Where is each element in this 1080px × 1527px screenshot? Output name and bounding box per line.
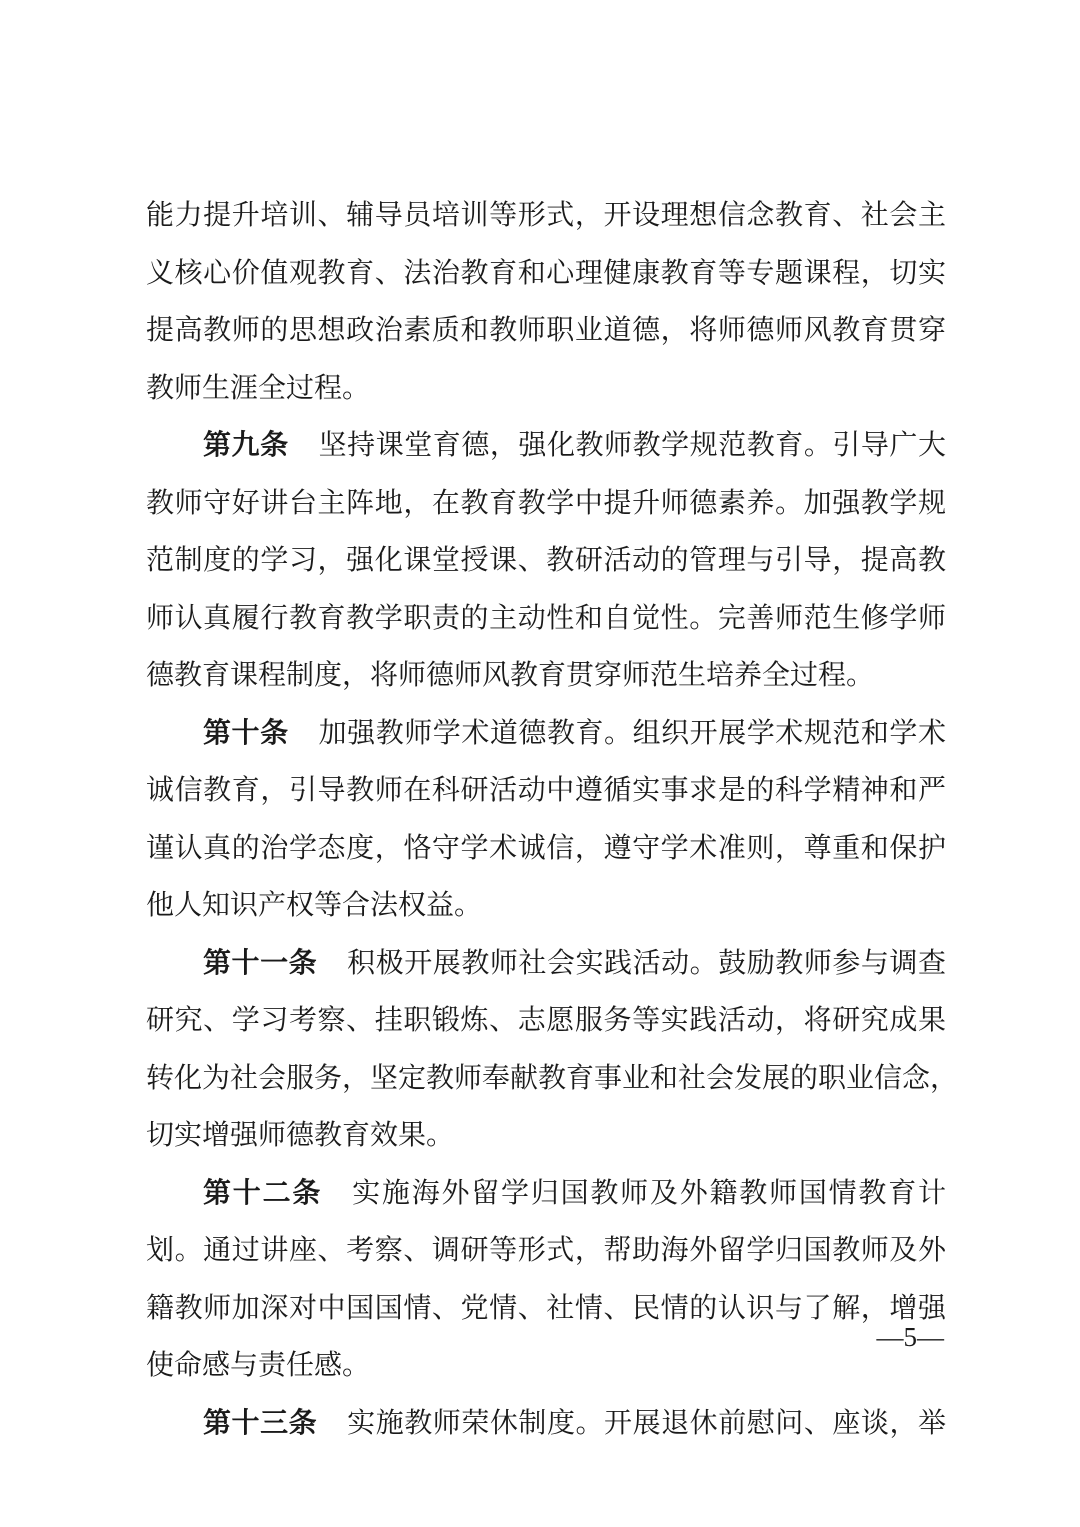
- text-line: 教师生涯全过程。: [146, 370, 371, 404]
- text-line: [146, 416, 946, 474]
- article-text: 加强教师学术道德教育。组织开展学术规范和学术: [318, 715, 946, 749]
- paragraph-continuation: [146, 186, 946, 416]
- text-line: 籍教师加深对中国国情、党情、社情、民情的认识与了解，增强: [146, 1290, 946, 1324]
- article-12: [146, 1164, 946, 1394]
- text-line: 提高教师的思想政治素质和教师职业道德，将师德师风教育贯穿: [146, 313, 946, 346]
- article-11: [146, 934, 959, 1164]
- text-line: 德教育课程制度，将师德师风教育贯穿师范生培养全过程。: [146, 658, 875, 691]
- text-line: 义核心价值观教育、法治教育和心理健康教育等专题课程，切实: [146, 255, 946, 289]
- text-line: [146, 704, 946, 762]
- text-line: 研究、学习考察、挂职锻炼、志愿服务等实践活动，将研究成果: [146, 1003, 946, 1036]
- text-line: 他人知识产权等合法权益。: [146, 888, 483, 921]
- article-text: 实施教师荣休制度。开展退休前慰问、座谈，举: [347, 1405, 946, 1439]
- text-line: 谨认真的治学态度，恪守学术诚信，遵守学术准则，尊重和保护: [146, 830, 946, 864]
- text-line: 能力提升培训、辅导员培训等形式，开设理想信念教育、社会主: [146, 198, 946, 231]
- article-number: 第十三条: [203, 1405, 318, 1439]
- text-line: [146, 1164, 946, 1222]
- article-number: 第十二条: [203, 1175, 323, 1209]
- text-line: 使命感与责任感。: [146, 1348, 371, 1381]
- article-10: [146, 704, 946, 934]
- article-number: 第十一条: [203, 945, 318, 979]
- text-line: 转化为社会服务，坚定教师奉献教育事业和社会发展的职业信念，: [146, 1060, 959, 1094]
- text-line: 范制度的学习，强化课堂授课、教研活动的管理与引导，提高教: [146, 543, 946, 576]
- article-text: 实施海外留学归国教师及外籍教师国情教育计: [352, 1175, 946, 1209]
- text-line: 诚信教育，引导教师在科研活动中遵循实事求是的科学精神和严: [146, 773, 946, 806]
- text-line: 师认真履行教育教学职责的主动性和自觉性。完善师范生修学师: [146, 600, 946, 634]
- article-text: 积极开展教师社会实践活动。鼓励教师参与调查: [347, 945, 946, 979]
- text-line: [146, 934, 946, 992]
- text-line: 切实增强师德教育效果。: [146, 1118, 455, 1151]
- article-number: 第十条: [203, 715, 289, 749]
- text-line: [146, 1394, 946, 1452]
- article-text: 坚持课堂育德，强化教师教学规范教育。引导广大: [318, 428, 946, 461]
- article-number: 第九条: [203, 428, 289, 461]
- text-line: 划。通过讲座、考察、调研等形式，帮助海外留学归国教师及外: [146, 1233, 946, 1266]
- article-9: [146, 416, 946, 704]
- page-number: —5—: [876, 1322, 944, 1352]
- article-13: [146, 1394, 946, 1452]
- text-line: 教师守好讲台主阵地，在教育教学中提升师德素养。加强教学规: [146, 485, 946, 519]
- document-body: [146, 186, 959, 1451]
